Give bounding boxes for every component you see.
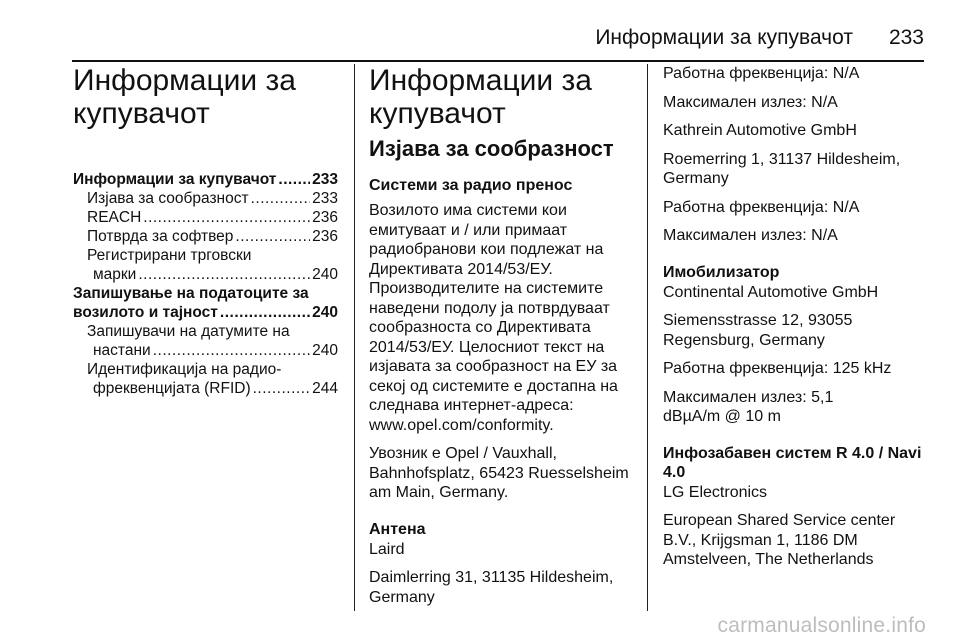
immobilizer-frequency: Работна фреквенција: 125 kHz [663, 360, 892, 377]
immobilizer-maker: Continental Automotive GmbH [663, 283, 879, 301]
power-1: Максимален излез: N/A [663, 93, 838, 111]
subheading: Системи за радио пренос [369, 177, 573, 194]
toc-entry[interactable] [73, 322, 338, 360]
column-divider [647, 64, 648, 611]
toc-label: Изјава за сообразност [87, 190, 249, 207]
infotainment-address: European Shared Service center B.V., Krijgsman 1, 1186 DM Amstelveen, The Netherlands [663, 512, 896, 568]
infotainment-maker: LG Electronics [663, 483, 768, 501]
middle-column [369, 64, 644, 616]
toc-entry[interactable] [73, 284, 338, 322]
page-header [400, 26, 924, 56]
toc-label-line1: Идентификација на радио- [87, 361, 282, 378]
toc-page: 240 [312, 304, 338, 321]
frequency-1: Работна фреквенција: N/A [663, 65, 860, 82]
toc-column [73, 64, 338, 398]
toc-label: настани [93, 342, 151, 359]
toc-entry[interactable] [73, 360, 338, 398]
toc-label: REACH [87, 209, 142, 226]
section-title: Изјава за сообразност [369, 136, 614, 161]
toc-page: 240 [312, 266, 338, 283]
address-2: Roemerring 1, 31137 Hildesheim, Germany [663, 150, 901, 187]
paragraph-importer: Увозник е Opel / Vauxhall, Bahnhofsplatz, 65423 Ruesselsheim am Main, Germany. [369, 445, 629, 501]
page-number: 233 [888, 26, 924, 49]
antenna-maker: Laird [369, 540, 405, 558]
toc-label-line1: Запишувачи на датумите на [87, 323, 290, 340]
toc-page: 233 [312, 171, 338, 188]
toc-label: марки [93, 266, 137, 283]
toc-entry[interactable] [73, 189, 338, 208]
toc-page: 244 [312, 380, 338, 397]
antenna-heading: Антена [369, 520, 426, 538]
immobilizer-address: Siemensstrasse 12, 93055 Regensburg, Germany [663, 312, 853, 349]
power-2: Максимален излез: N/A [663, 227, 838, 244]
paragraph-directive: Возилото има системи кои емитуваат и / или примаат радиобранови кои подлежат на Директивата 2014/53/ЕУ. Производителите на системите наведени подолу ја потврдуваат сообразноста со Директивата 2014/53/ЕУ. Целосниот текст на изјавата за сообразност на ЕУ за секој од системите е достапна на следнава интернет-адреса: www.opel.com/conformity. [369, 202, 618, 434]
toc-label-line1: Регистрирани трговски [87, 247, 252, 264]
toc-page: 240 [312, 342, 338, 359]
toc-entry[interactable] [73, 208, 338, 227]
maker-2: Kathrein Automotive GmbH [663, 122, 857, 139]
toc-page: 236 [312, 209, 338, 226]
toc-entry[interactable] [73, 246, 338, 284]
toc-label: Информации за купувачот [73, 171, 277, 188]
toc-label: фреквенцијата (RFID) [93, 380, 251, 397]
toc-title: Информации за купувачот [73, 64, 296, 130]
header-rule [72, 60, 924, 62]
infotainment-heading: Инфозабавен систем R 4.0 / Navi 4.0 [663, 444, 922, 481]
toc-page: 233 [312, 190, 338, 207]
toc-entry[interactable] [73, 227, 338, 246]
frequency-2: Работна фреквенција: N/A [663, 198, 860, 216]
antenna-address: Daimlerring 31, 31135 Hildesheim, Germany [369, 569, 614, 606]
immobilizer-heading: Имобилизатор [663, 263, 780, 281]
toc-entry[interactable] [73, 170, 338, 189]
header-title: Информации за купувачот [595, 26, 853, 49]
toc-label-line1: Запишување на податоците за [73, 285, 309, 302]
immobilizer-power: Максимален излез: 5,1 dBµA/m @ 10 m [663, 388, 834, 425]
watermark: carmanualsonline.info [717, 614, 926, 637]
right-column [663, 64, 925, 579]
toc-label: Потврда за софтвер [87, 228, 234, 245]
column-divider [354, 64, 355, 611]
chapter-title: Информации за купувачот [369, 64, 592, 130]
toc-page: 236 [312, 228, 338, 245]
toc-label: возилото и тајност [73, 304, 218, 321]
